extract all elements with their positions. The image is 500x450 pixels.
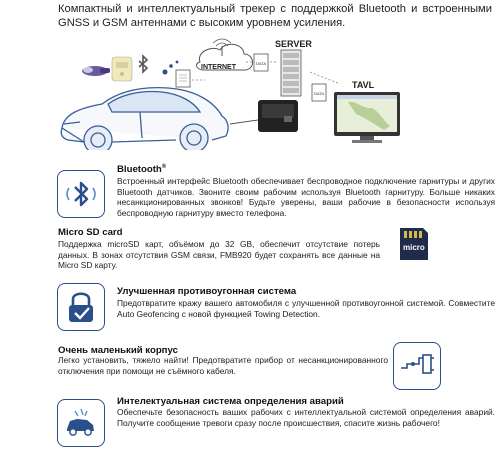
car-crash-icon [61,403,101,443]
antitheft-text: Предотвратите кражу вашего автомобиля с улучшенной противоугонной системой. Совместите Auto Geofencing с новой функцией Towing Detection. [117,298,495,319]
bluetooth-title: Bluetooth® [117,164,167,176]
microsd-card-icon [395,225,433,263]
microsd-card-label: micro [403,243,425,252]
padlock-check-icon [61,287,101,327]
bluetooth-icon [61,174,101,214]
bluetooth-text: Встроенный интерфейс Bluetooth обеспечивает беспроводное подключение гарнитуры и других Bluetooth датчиков. Звоните своим рабочим используя Bluetooth гарнитуру. Больше никаких несанкционированных звонков! Будьте уверены, ваши рабочие в безопасности используя беспроводную гарнитуру вместо телефона. [117,176,495,218]
data-packet-icon-2 [254,54,268,71]
hero-illustration [0,32,500,150]
tavl-label: TAVL [352,80,375,90]
internet-label: INTERNET [201,64,236,71]
route-line [310,72,340,84]
server-label: SERVER [275,39,312,49]
antitheft-title: Улучшенная противоугонная система [117,286,297,297]
connector-icon-box [393,342,441,390]
trademark-mark: ® [161,164,167,170]
server-icon [281,50,301,96]
plug-connector-icon [397,346,437,386]
car-illustration [61,88,228,150]
intro-text: Компактный и интеллектуальный трекер с поддержкой Bluetooth и встроенными GNSS и GSM антеннами с высоким уровнем усиления. [58,3,492,29]
antitheft-icon-box [57,283,105,331]
tracker-device-icon [112,57,132,81]
data-packet-icon-3 [312,84,326,101]
small-body-title: Очень маленький корпус [58,345,178,356]
small-body-text: Легко установить, тяжело найти! Предотвратите прибор от несанкционированного отключения при помощи не съёмного кабеля. [58,355,388,376]
data-label: DATA [256,61,267,66]
crash-icon-box [57,399,105,447]
crash-text: Обеспечьте безопасность ваших рабочих с интеллектуальной системой определения аварий. Получите сообщение тревоги сразу после происшествия, спасите жизнь рабочего! [117,407,495,428]
crash-title: Интелектуальная система определения аварий [117,396,344,407]
bluetooth-icon-box [57,170,105,218]
bluetooth-small-icon [139,56,147,72]
headset-icon [82,66,110,76]
data-label: DATA [314,91,325,96]
monitor-map-icon [334,92,400,143]
data-packet-icon-1 [176,70,190,87]
microsd-text: Поддержка microSD карт, объёмом до 32 GB, обеспечит отсутствие потерь данных. В зонах отсутствия GSM связи, FMB920 будет сохранять все данные на Micro SD карту. [58,239,380,271]
tracker-unit-icon [230,100,298,132]
microsd-title: Micro SD card [58,227,123,238]
